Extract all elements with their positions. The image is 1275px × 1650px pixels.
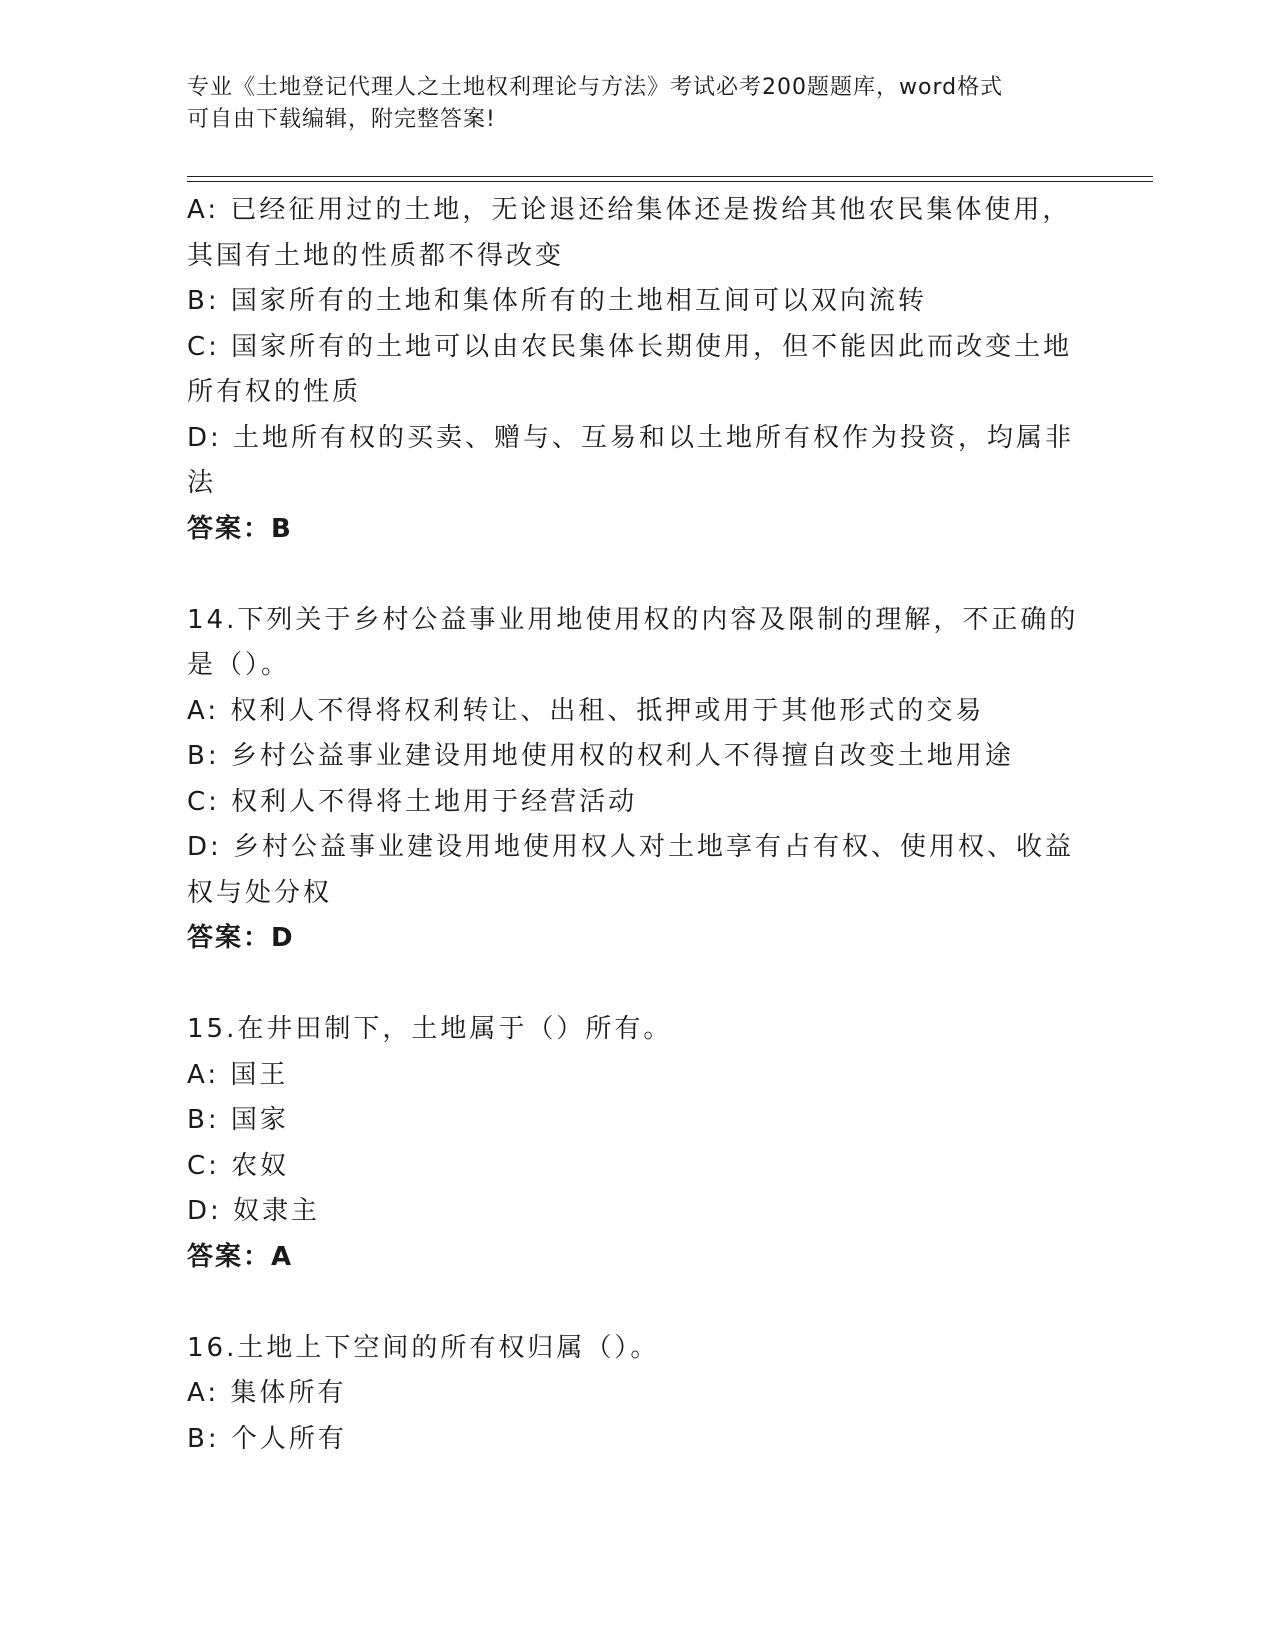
header-line-2: 可自由下载编辑，附完整答案!: [187, 107, 496, 132]
question-text: 15.在井田制下，土地属于（）所有。: [187, 1014, 673, 1044]
option-a-line-2: 其国有土地的性质都不得改变: [187, 240, 565, 271]
option-d-line-2: 法: [187, 468, 217, 498]
option-d-line-2: 权与处分权: [187, 877, 333, 908]
option-c-line-2: 所有权的性质: [187, 377, 362, 407]
option-c: C: 权利人不得将土地用于经营活动: [187, 786, 638, 817]
option-a-line-1: A: 已经征用过的土地，无论退还给集体还是拨给其他农民集体使用，: [187, 195, 1072, 225]
question-list: [187, 188, 1087, 1462]
option-d: D: 奴隶主: [187, 1196, 321, 1226]
option-a: A: 权利人不得将权利转让、出租、抵押或用于其他形式的交易: [187, 695, 985, 726]
option-a: A: 集体所有: [187, 1378, 347, 1408]
option-c: C: 农奴: [187, 1150, 290, 1181]
document-header: [187, 72, 1087, 136]
answer: 答案：A: [187, 1241, 294, 1272]
question-16: [187, 1326, 1087, 1463]
option-b: B: 国家所有的土地和集体所有的土地相互间可以双向流转: [187, 286, 927, 316]
answer: 答案：D: [187, 923, 295, 953]
header-divider-bottom: [187, 181, 1153, 182]
question-text-line-2: 是（）。: [187, 650, 291, 680]
spacer: [187, 552, 1087, 598]
question-text: 16.土地上下空间的所有权归属（）。: [187, 1332, 660, 1363]
option-a: A: 国王: [187, 1059, 289, 1090]
question-14: [187, 598, 1087, 962]
option-b: B: 个人所有: [187, 1423, 347, 1454]
question-13: [187, 188, 1087, 552]
spacer: [187, 962, 1087, 1008]
option-b: B: 乡村公益事业建设用地使用权的权利人不得擅自改变土地用途: [187, 741, 1014, 771]
header-divider-top: [187, 176, 1153, 177]
option-c-line-1: C: 国家所有的土地可以由农民集体长期使用，但不能因此而改变土地: [187, 331, 1073, 362]
option-d-line-1: D: 乡村公益事业建设用地使用权人对土地享有占有权、使用权、收益: [187, 832, 1075, 862]
header-line-1: 专业《土地登记代理人之土地权利理论与方法》考试必考200题题库，word格式: [187, 75, 1004, 100]
answer: 答案：B: [187, 513, 293, 544]
spacer: [187, 1280, 1087, 1326]
option-d-line-1: D: 土地所有权的买卖、赠与、互易和以土地所有权作为投资，均属非: [187, 422, 1075, 453]
question-text-line-1: 14.下列关于乡村公益事业用地使用权的内容及限制的理解，不正确的: [187, 604, 1079, 635]
question-15: [187, 1007, 1087, 1280]
option-b: B: 国家: [187, 1105, 289, 1135]
